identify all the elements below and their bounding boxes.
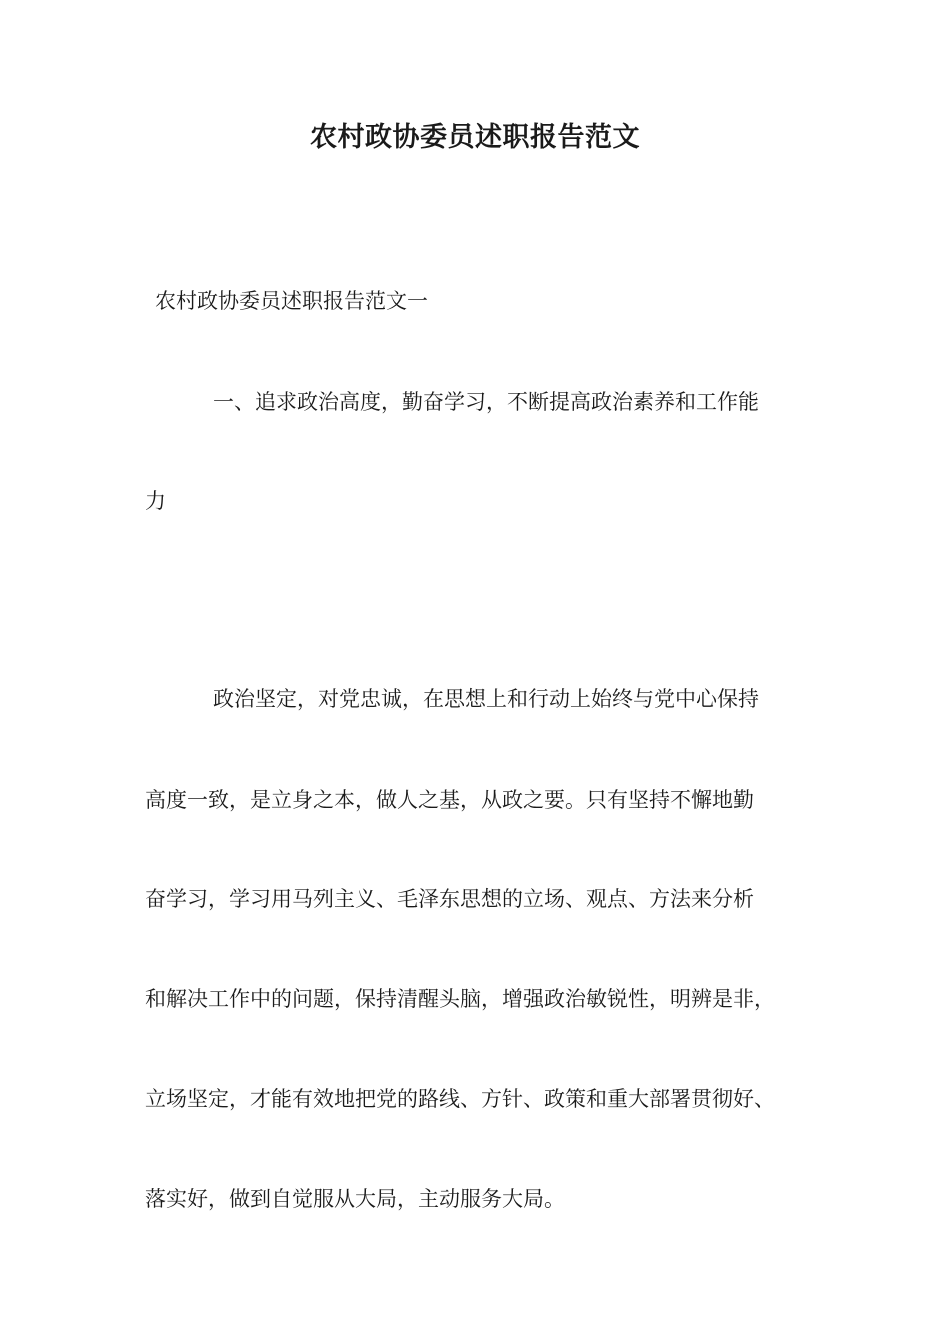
paragraph-line: 高度一致，是立身之本，做人之基，从政之要。只有坚持不懈地勤 — [145, 788, 754, 812]
heading-line: 一、追求政治高度，勤奋学习，不断提高政治素养和工作能 — [213, 390, 759, 414]
paragraph-line: 和解决工作中的问题，保持清醒头脑，增强政治敏锐性，明辨是非， — [145, 987, 775, 1011]
paragraph-line: 落实好，做到自觉服从大局，主动服务大局。 — [145, 1187, 565, 1211]
section-subtitle: 农村政协委员述职报告范文一 — [155, 289, 428, 313]
paragraph-line: 奋学习，学习用马列主义、毛泽东思想的立场、观点、方法来分析 — [145, 887, 754, 911]
document-title: 农村政协委员述职报告范文 — [310, 122, 640, 153]
paragraph-line: 政治坚定，对党忠诚，在思想上和行动上始终与党中心保持 — [213, 687, 759, 711]
paragraph-line: 立场坚定，才能有效地把党的路线、方针、政策和重大部署贯彻好、 — [145, 1087, 775, 1111]
heading-line: 力 — [145, 489, 166, 513]
